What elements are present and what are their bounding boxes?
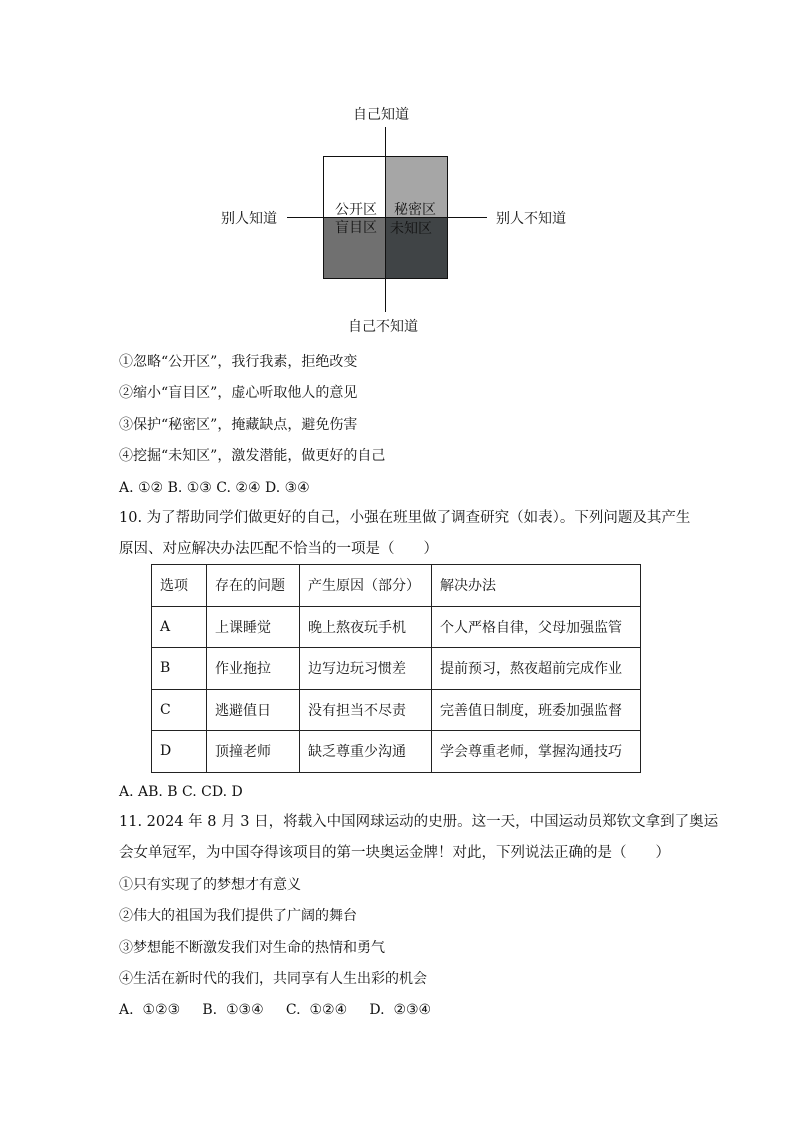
label-self-knows: 自己知道	[353, 107, 409, 123]
table-cell: 缺乏尊重少沟通	[300, 731, 432, 773]
table-cell: 顶撞老师	[207, 731, 300, 773]
q9-answer-choices: A. ①② B. ①③ C. ②④ D. ③④	[119, 480, 310, 496]
table-cell: 作业拖拉	[207, 648, 300, 690]
q11-option-4: ④生活在新时代的我们，共同享有人生出彩的机会	[119, 971, 427, 987]
table-header-cell: 产生原因（部分）	[300, 565, 432, 607]
q10-answer-choices: A. AB. B C. CD. D	[119, 784, 243, 800]
table-cell: 个人严格自律，父母加强监管	[432, 606, 641, 648]
quadrant-unknown-label: 未知区	[390, 221, 432, 237]
table-header-row	[152, 565, 641, 607]
quadrant-blind-label: 盲目区	[335, 220, 377, 236]
table-header-cell: 解决办法	[432, 565, 641, 607]
q10-stem-line2: 原因、对应解决办法匹配不恰当的一项是（ ）	[119, 541, 438, 557]
table-row	[152, 606, 641, 648]
table-cell: D	[152, 731, 207, 773]
table-cell: 学会尊重老师，掌握沟通技巧	[432, 731, 641, 773]
table-cell: B	[152, 648, 207, 690]
horizontal-axis	[287, 217, 487, 218]
table-row	[152, 648, 641, 690]
q11-stem-line1: 11. 2024 年 8 月 3 日，将载入中国网球运动的史册。这一天，中国运动员郑钦文拿到了奥运	[119, 814, 719, 830]
quadrant-secret-label: 秘密区	[394, 202, 436, 218]
table-cell: C	[152, 689, 207, 731]
label-others-unknown: 别人不知道	[496, 211, 566, 227]
table-row	[152, 731, 641, 773]
table-cell: 没有担当不尽责	[300, 689, 432, 731]
table-header-cell: 选项	[152, 565, 207, 607]
quadrant-open-label: 公开区	[335, 202, 377, 218]
q11-option-2: ②伟大的祖国为我们提供了广阔的舞台	[119, 908, 357, 924]
table-cell: 提前预习，熬夜超前完成作业	[432, 648, 641, 690]
table-cell: A	[152, 606, 207, 648]
table-cell: 上课睡觉	[207, 606, 300, 648]
q11-answer-choices: A. ①②③ B. ①③④ C. ①②④ D. ②③④	[119, 1002, 432, 1018]
table-cell: 逃避值日	[207, 689, 300, 731]
vertical-axis	[385, 127, 386, 312]
q10-stem-line1: 10. 为了帮助同学们做更好的自己，小强在班里做了调查研究（如表）。下列问题及其产生	[119, 510, 691, 526]
q11-option-3: ③梦想能不断激发我们对生命的热情和勇气	[119, 940, 385, 956]
table-cell: 晚上熬夜玩手机	[300, 606, 432, 648]
q11-option-1: ①只有实现了的梦想才有意义	[119, 877, 301, 893]
q11-stem-line2: 会女单冠军，为中国夺得该项目的第一块奥运金牌！对此，下列说法正确的是（ ）	[119, 845, 670, 861]
q9-option-1: ①忽略“公开区”，我行我素，拒绝改变	[119, 354, 358, 370]
table-header-cell: 存在的问题	[207, 565, 300, 607]
label-self-unknown: 自己不知道	[348, 319, 418, 335]
table-cell: 完善值日制度，班委加强监督	[432, 689, 641, 731]
q9-option-3: ③保护“秘密区”，掩藏缺点，避免伤害	[119, 417, 358, 433]
q9-option-4: ④挖掘“未知区”，激发潜能，做更好的自己	[119, 448, 386, 464]
q9-option-2: ②缩小“盲目区”，虚心听取他人的意见	[119, 385, 358, 401]
table-row	[152, 689, 641, 731]
q10-table	[151, 564, 641, 773]
table-cell: 边写边玩习惯差	[300, 648, 432, 690]
label-others-know: 别人知道	[221, 211, 277, 227]
